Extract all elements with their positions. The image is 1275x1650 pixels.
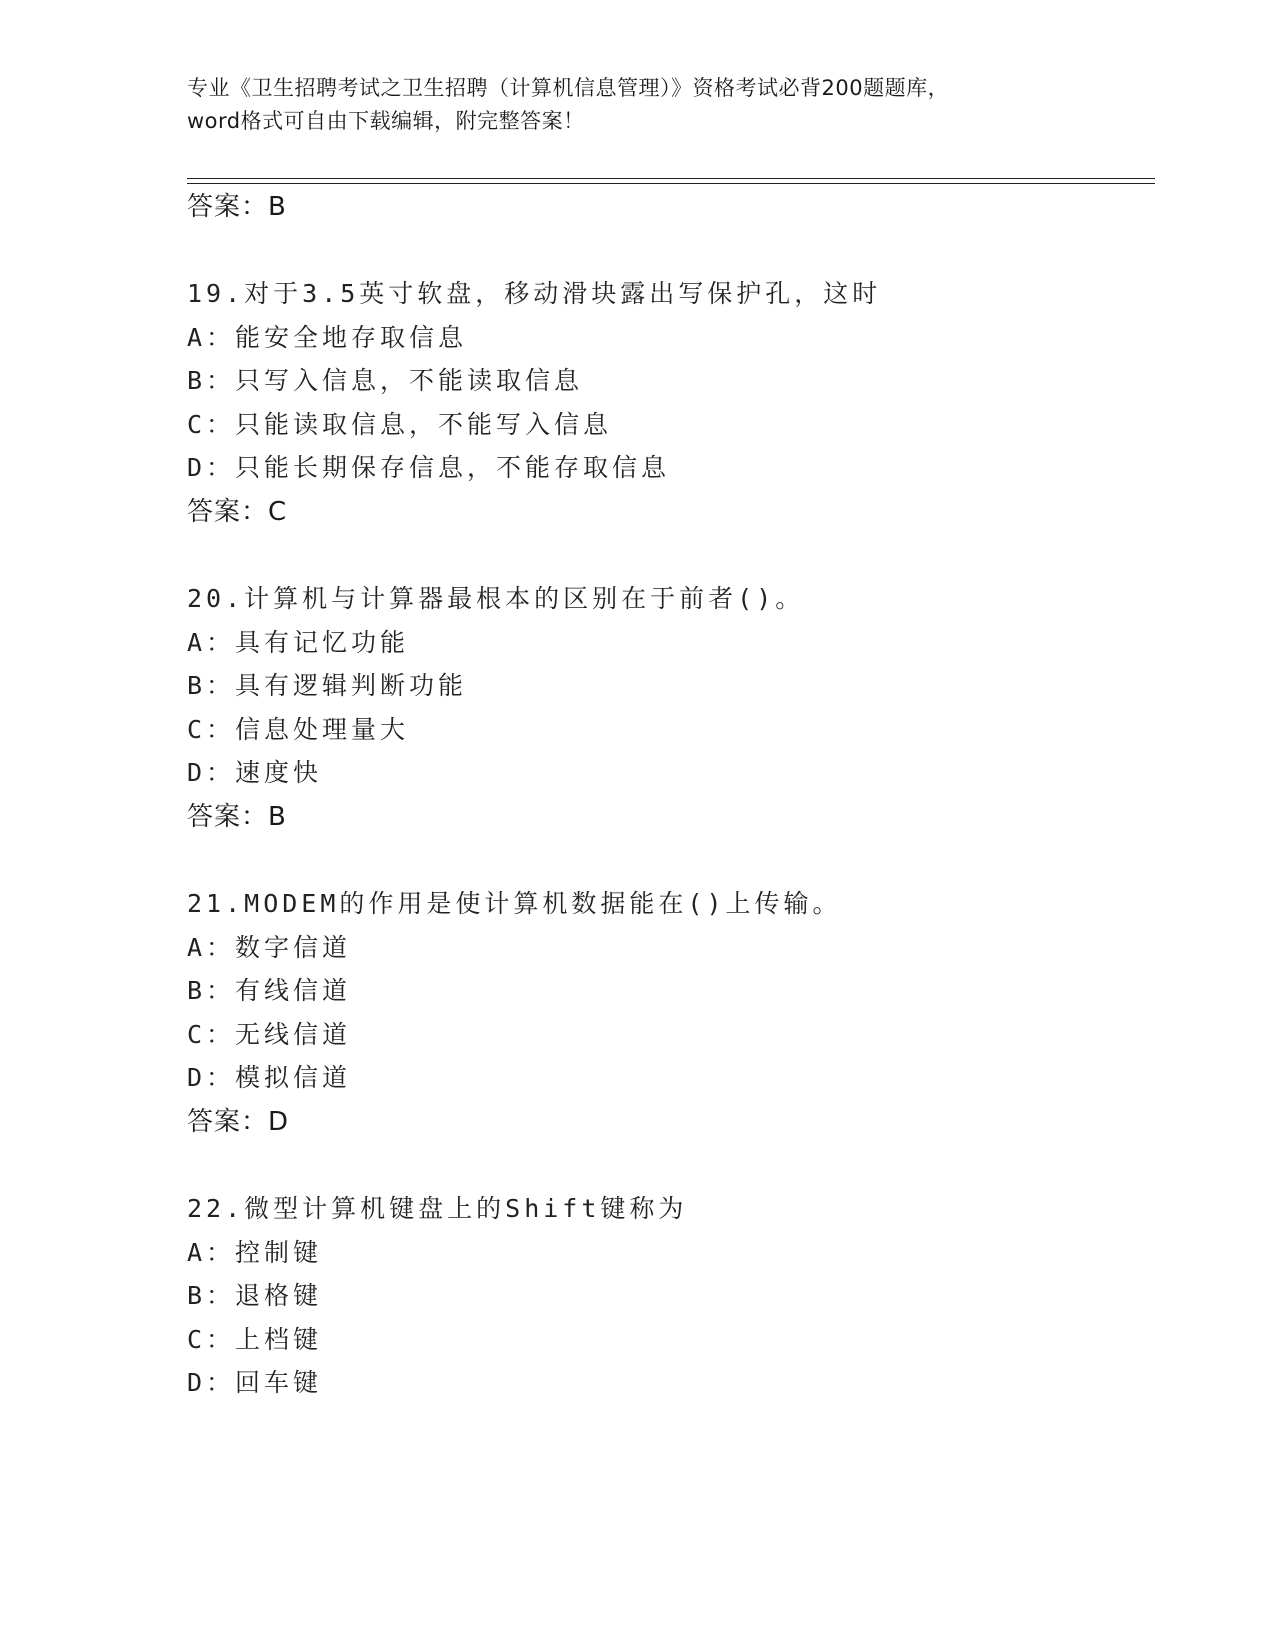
header-divider-top [187, 178, 1155, 179]
question-21-option-d: D：模拟信道 [187, 1063, 352, 1092]
question-22-option-d: D：回车键 [187, 1368, 323, 1397]
question-19-option-d: D：只能长期保存信息，不能存取信息 [187, 453, 671, 482]
question-20-option-c: C：信息处理量大 [187, 715, 410, 744]
question-21-option-a: A：数字信道 [187, 933, 352, 962]
previous-answer: 答案：B [187, 192, 287, 222]
question-22-option-a: A：控制键 [187, 1238, 323, 1267]
question-20-option-b: B：具有逻辑判断功能 [187, 671, 468, 700]
question-21-option-c: C：无线信道 [187, 1020, 352, 1049]
question-22-option-c: C：上档键 [187, 1325, 323, 1354]
question-19-option-a: A：能安全地存取信息 [187, 323, 468, 352]
question-21-option-b: B：有线信道 [187, 976, 352, 1005]
question-21-stem: 21.MODEM的作用是使计算机数据能在()上传输。 [187, 889, 842, 918]
question-20-option-d: D：速度快 [187, 758, 323, 787]
question-21-answer: 答案：D [187, 1107, 290, 1137]
question-20-stem: 20.计算机与计算器最根本的区别在于前者()。 [187, 584, 805, 613]
question-20-answer: 答案：B [187, 802, 287, 832]
question-22-stem: 22.微型计算机键盘上的Shift键称为 [187, 1194, 688, 1223]
question-19-answer: 答案：C [187, 497, 288, 527]
header-divider-bottom [187, 183, 1155, 184]
question-19-option-b: B：只写入信息，不能读取信息 [187, 366, 584, 395]
question-19-option-c: C：只能读取信息，不能写入信息 [187, 410, 613, 439]
question-20-option-a: A：具有记忆功能 [187, 628, 410, 657]
document-header [187, 72, 1087, 138]
header-title-line-1: 专业《卫生招聘考试之卫生招聘（计算机信息管理）》资格考试必背200题题库， [187, 76, 950, 100]
question-22-option-b: B：退格键 [187, 1281, 323, 1310]
question-19-stem: 19.对于3.5英寸软盘，移动滑块露出写保护孔，这时 [187, 279, 882, 308]
header-title-line-2: word格式可自由下载编辑，附完整答案！ [187, 109, 585, 133]
